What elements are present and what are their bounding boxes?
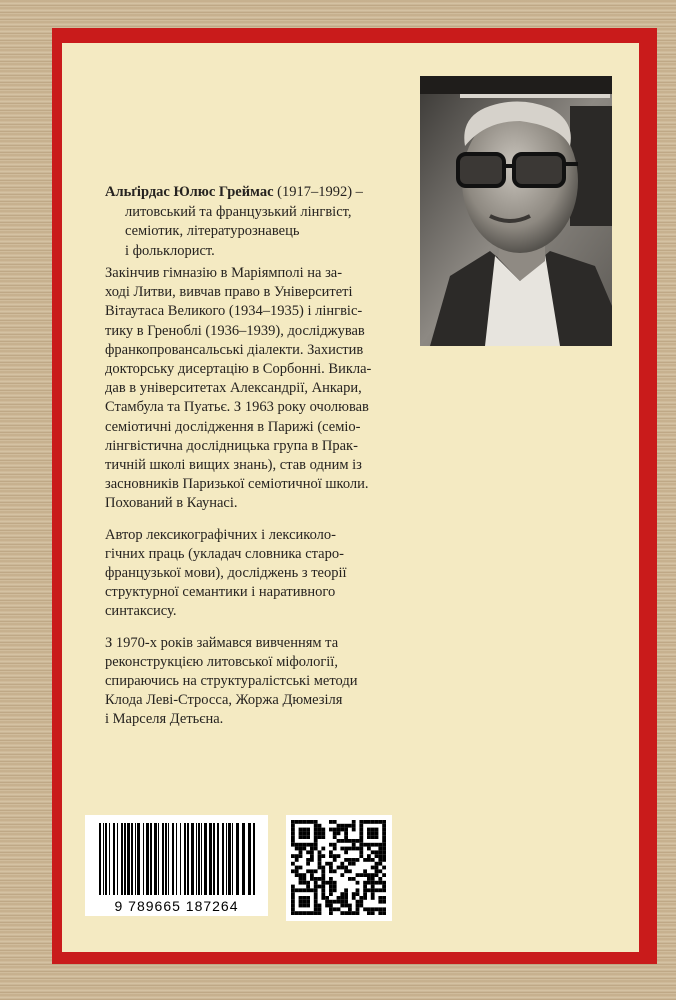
paragraph-mythology — [105, 634, 415, 730]
author-name: Альґірдас Юлюс Греймас — [105, 184, 274, 200]
text-line: синтаксису. — [105, 603, 177, 620]
text-line: тичній школі вищих знань), став одним із — [105, 457, 362, 474]
paragraph-education — [105, 264, 415, 514]
text-line: реконструкцією литовської міфології, — [105, 653, 338, 670]
text-line: і Марселя Детьєна. — [105, 711, 224, 728]
text-line: докторську дисертацію в Сорбонні. Викла- — [105, 361, 372, 378]
author-years: (1917–1992) – — [277, 184, 363, 200]
text-line: Закінчив гімназію в Маріямполі на за- — [105, 265, 343, 281]
text-line: французької мови), досліджень з теорії — [105, 565, 347, 582]
text-line: семіотичні дослідження в Парижі (семіо- — [105, 418, 361, 435]
text-line: тику в Греноблі (1936–1939), досліджував — [105, 322, 365, 339]
author-photo — [420, 76, 612, 346]
text-line: Клода Леві-Стросса, Жоржа Дюмезіля — [105, 692, 343, 709]
isbn-digits: 9 789665 187264 — [114, 898, 239, 914]
paragraph-works — [105, 526, 415, 622]
text-line: структурної семантики і наративного — [105, 584, 336, 601]
text-line: гічних праць (укладач словника старо- — [105, 545, 344, 562]
text-line: франкопровансальські діалекти. Захистив — [105, 341, 364, 358]
text-line: Похований в Каунасі. — [105, 495, 238, 512]
biography-text — [105, 264, 415, 742]
text-line: ході Литви, вивчав право в Університеті — [105, 284, 353, 301]
text-line: Автор лексикографічних і лексиколо- — [105, 526, 336, 543]
intro-line: і фольклорист. — [125, 242, 215, 259]
text-line: лінгвістична дослідницька група в Прак- — [105, 437, 358, 454]
isbn-barcode — [85, 815, 268, 916]
text-line: З 1970-х років займався вивченням та — [105, 634, 339, 651]
qr-code-icon — [286, 815, 392, 921]
text-line: Вітаутаса Великого (1934–1935) і лінгвіс- — [105, 303, 363, 320]
text-line: спираючись на структуралістські методи — [105, 673, 358, 690]
text-line: дав в університетах Александрії, Анкари, — [105, 380, 362, 397]
text-line: Стамбула та Пуатьє. З 1963 року очолював — [105, 399, 369, 416]
intro-line: семіотик, літературознавець — [125, 223, 300, 239]
text-line: засновників Паризької семіотичної школи. — [105, 476, 369, 493]
intro-line: литовський та французький лінгвіст, — [125, 203, 352, 220]
author-intro — [105, 183, 405, 261]
qr-code — [286, 815, 392, 921]
portrait-image — [420, 76, 612, 346]
